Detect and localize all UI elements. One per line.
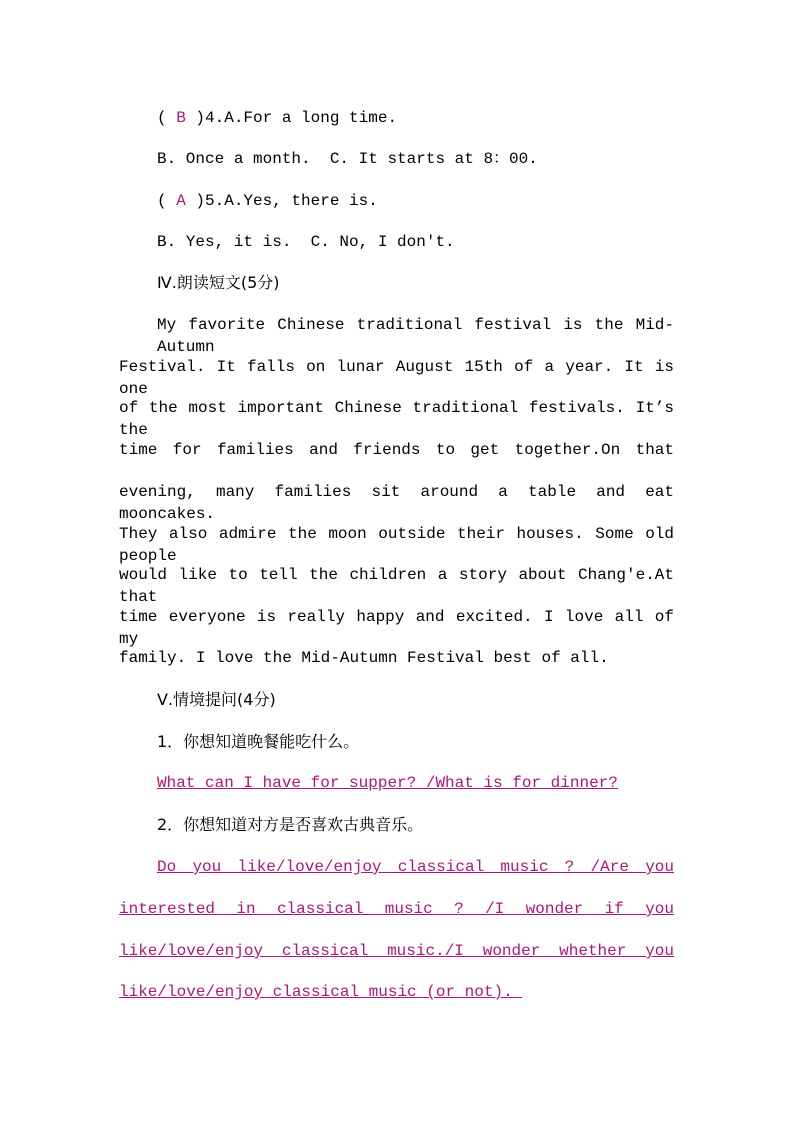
passage-last-line: family. I love the Mid-Autumn Festival best of all.: [119, 649, 609, 667]
section-4-heading: Ⅳ.朗读短文(5分): [157, 273, 280, 292]
q4-option-a: )4.A.For a long time.: [185, 109, 398, 127]
q5-options: B. Yes, it is. C. No, I don't.: [157, 233, 455, 251]
passage-line: They also admire the moon outside their houses. Some old people: [119, 525, 674, 565]
passage-line: of the most important Chinese traditional festivals. It’s the: [119, 399, 674, 439]
situation-answer-1: What can I have for supper? /What is for dinner?: [157, 774, 618, 792]
situation-question-1: 1．你想知道晚餐能吃什么。: [157, 732, 360, 751]
q5-answer: A: [176, 192, 186, 210]
situation-answer-2-line: like/love/enjoy classical music./I wonder whether you: [119, 942, 674, 960]
passage-line: My favorite Chinese traditional festival is the Mid-Autumn: [157, 316, 674, 356]
situation-answer-2-last-line: like/love/enjoy classical music (or not).: [119, 983, 523, 1001]
situation-question-2: 2．你想知道对方是否喜欢古典音乐。: [157, 815, 424, 834]
question-4: [157, 107, 397, 129]
passage-line: evening, many families sit around a table and eat mooncakes.: [119, 483, 674, 523]
q4-answer: B: [176, 109, 186, 127]
situation-answer-2-line: Do you like/love/enjoy classical music ? /Are you: [157, 858, 674, 876]
question-5: [157, 190, 378, 212]
passage-line: time everyone is really happy and excited. I love all of my: [119, 608, 674, 648]
situation-answer-2-line: interested in classical music ? /I wonder if you: [119, 900, 674, 918]
q4-open-paren: (: [157, 109, 177, 127]
passage-line: time for families and friends to get together.On that: [119, 441, 674, 459]
q5-option-a: )5.A.Yes, there is.: [185, 192, 378, 210]
passage-line: would like to tell the children a story about Chang'e.At that: [119, 566, 674, 606]
q4-options: B. Once a month. C. It starts at 8：00.: [157, 150, 538, 168]
q5-open-paren: (: [157, 192, 177, 210]
passage-line: Festival. It falls on lunar August 15th of a year. It is one: [119, 358, 674, 398]
section-5-heading: Ⅴ.情境提问(4分): [157, 690, 276, 709]
